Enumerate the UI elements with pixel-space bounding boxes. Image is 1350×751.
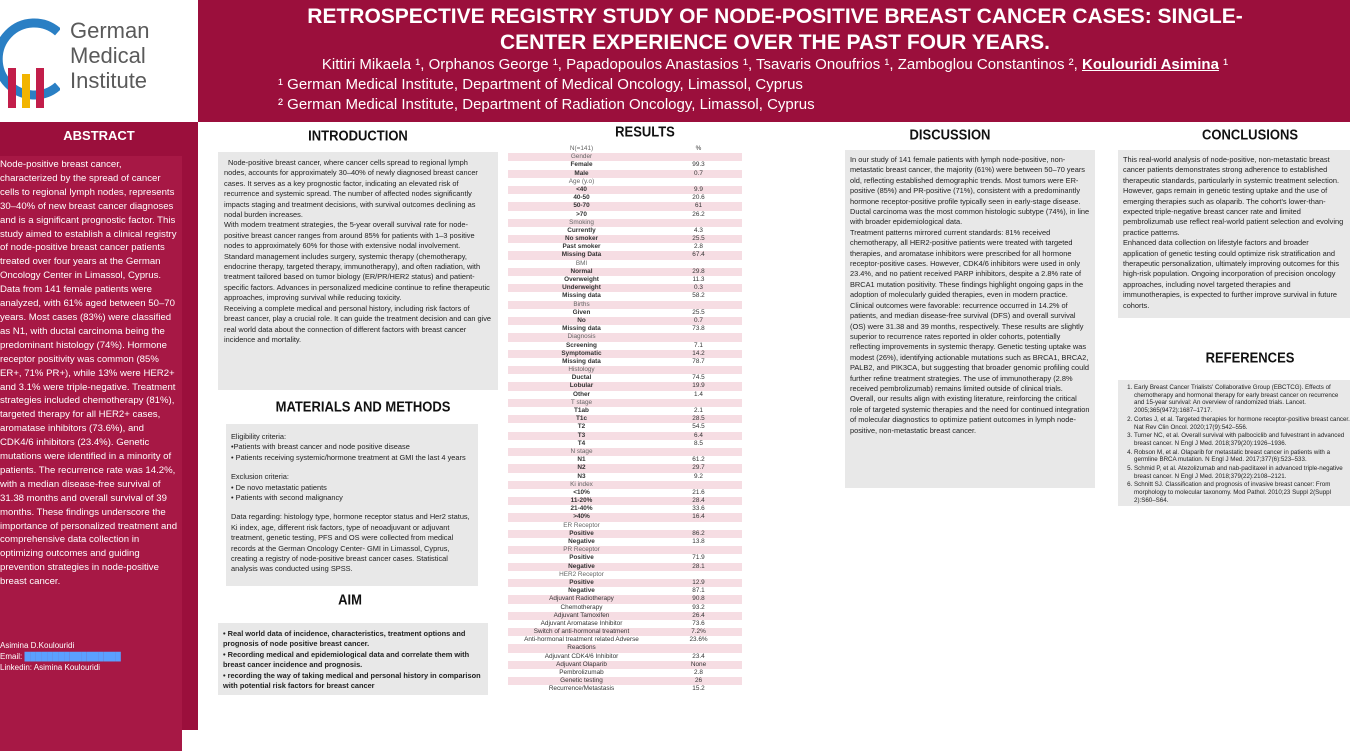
row-label: 11-20%	[570, 497, 593, 505]
conclusions-paragraph: Enhanced data collection on lifestyle factors and broader application of genetic testing could optimize risk stratification and therapeutic personalization, ultimately improving outcomes for this high-risk population. Ongoing incorporation of precision oncology approaches, including novel targeted therapies and immunotherapies, is expected to further improve survival in future cohorts.	[1123, 238, 1340, 310]
row-value: 33.6	[692, 505, 705, 513]
row-value: 8.5	[694, 439, 703, 447]
discussion-title: DISCUSSION	[909, 126, 991, 143]
table-row	[508, 546, 742, 554]
table-row	[508, 211, 742, 219]
row-label: Adjuvant Aromatase Inhibitor	[540, 619, 623, 627]
row-label: Genetic testing	[560, 677, 603, 685]
row-value: 86.2	[692, 529, 705, 537]
table-row	[508, 374, 742, 382]
row-label: No smoker	[564, 235, 599, 243]
row-label: Age (y.o)	[568, 177, 595, 185]
row-value: 61.2	[692, 456, 705, 464]
inclusion-item: • Patients receiving systemic/hormone treatment at GMI the last 4 years	[231, 452, 466, 462]
row-label: 21-40%	[570, 505, 593, 513]
table-row	[508, 677, 742, 685]
row-value: 2.8	[694, 669, 703, 676]
table-row	[508, 178, 742, 186]
table-row	[508, 636, 742, 644]
table-row	[508, 309, 742, 317]
table-row	[508, 284, 742, 292]
row-value: 6.4	[694, 431, 703, 439]
row-label: T1ab	[574, 407, 589, 414]
authors	[210, 56, 1340, 74]
introduction-paragraph: With modern treatment strategies, the 5-year overall survival rate for node-positive breast cancer ranges from around 85% for patients with 1–3 positive nodes to approximately 60% for those with extensive nodal involvement. Standard management includes surgery, systemic therapy (chemotherapy, endocrine therapy, targeted therapy, immunotherapy), and often radiation, with treatment tailored based on tumor biology (ER/PR/HER2 status) and patient-specific factors. Advances in personalized medicine continue to refine therapeutic approaches, improving survival while reducing toxicity.	[224, 220, 490, 303]
row-value: 26	[694, 677, 703, 685]
introduction-paragraph: Node-positive breast cancer, where cancer cells spread to regional lymph nodes, accounts for approximately 30–40% of newly diagnosed breast cancer cases. It serves as a key prognostic factor, indicating an elevated risk of recurrence and systemic spread. The number of affected nodes significantly impacts staging and treatment decisions, with survival outcomes declining as nodal burden increases.	[224, 158, 478, 220]
table-row	[508, 342, 742, 350]
row-value: 0.3	[694, 284, 703, 292]
introduction-panel	[218, 152, 498, 390]
row-label: N(=141)	[569, 145, 594, 152]
row-label: Overweight	[564, 276, 599, 283]
table-row	[508, 260, 742, 268]
row-value: 9.2	[694, 472, 703, 480]
logo	[0, 0, 198, 122]
row-value: 58.2	[692, 292, 705, 300]
row-label: Lobular	[569, 382, 594, 390]
table-row	[508, 473, 742, 481]
row-label: Smoking	[569, 218, 594, 226]
row-label: Negative	[568, 562, 595, 570]
row-label: HER2 Receptor	[559, 570, 604, 578]
table-row	[508, 587, 742, 595]
exclusion-title: Exclusion criteria:	[231, 472, 289, 482]
row-label: Female	[570, 161, 593, 169]
row-value: 28.4	[692, 497, 705, 505]
row-label: Male	[574, 169, 589, 177]
row-value: 99.3	[692, 161, 705, 169]
poster-title	[210, 4, 1340, 56]
row-label: >70	[576, 210, 587, 218]
row-label: Adjuvant Radiotherapy	[549, 595, 614, 603]
logo-line: German	[70, 18, 150, 43]
row-label: Missing Data	[561, 251, 602, 259]
row-label: Other	[572, 390, 591, 398]
introduction-paragraph: Receiving a complete medical and personal history, including risk factors of breast cancer, play a crucial role. It can guide the treatment decision and can give real world data about the connection of different factors with breast cancer incidence and mortality.	[224, 303, 492, 344]
table-row	[508, 202, 742, 210]
inclusion-item: •Patients with breast cancer and node positive disease	[231, 442, 410, 452]
row-label: Adjuvant Olaparib	[556, 660, 607, 668]
row-label: Switch of anti-hormonal treatment	[533, 628, 630, 636]
discussion-paragraph: Overall, our results align with existing literature, reinforcing the critical role of targeted systemic therapies and the need for continued integration of molecular diagnostics to optimize patient outcomes in lymph node-positive, non-metastatic breast cancer.	[850, 394, 1090, 435]
logo-line: Medical	[70, 43, 146, 68]
table-row	[508, 440, 742, 448]
row-value: 4.3	[694, 226, 703, 234]
row-value: 11.3	[692, 276, 705, 283]
aim-panel	[218, 623, 488, 695]
row-label: T2	[577, 423, 586, 431]
row-value: 90.8	[692, 595, 705, 603]
row-label: 50-70	[573, 202, 590, 210]
inclusion-title: Eligibility criteria:	[231, 432, 287, 441]
table-row	[508, 153, 742, 161]
table-row	[508, 604, 742, 612]
row-label: Normal	[570, 267, 593, 275]
table-row	[508, 407, 742, 415]
table-row	[508, 481, 742, 489]
discussion-panel	[845, 150, 1095, 488]
table-row	[508, 366, 742, 374]
exclusion-item: • Patients with second malignancy	[231, 493, 343, 503]
results-table	[508, 145, 742, 694]
table-row	[508, 522, 742, 530]
row-value: 26.2	[692, 210, 705, 218]
row-label: 40-50	[573, 194, 590, 202]
methods-title: MATERIALS AND METHODS	[275, 398, 451, 415]
table-row	[508, 268, 742, 276]
reference-item: 3. Turner NC, et al. Overall survival with palbociclib and fulvestrant in advanced breast cancer. N Engl J Med. 2018;379(20):1926–1936.	[1134, 432, 1350, 447]
row-label: Screening	[566, 341, 597, 349]
row-value: 13.8	[692, 538, 705, 545]
references-title: REFERENCES	[1205, 349, 1295, 366]
row-value: 28.5	[692, 415, 705, 423]
row-value: 26.4	[692, 611, 705, 619]
references-panel	[1118, 380, 1350, 506]
row-label: Histology	[568, 366, 595, 374]
table-row	[508, 382, 742, 390]
row-value: 0.7	[694, 169, 703, 177]
logo-line: Institute	[70, 68, 148, 93]
row-value: 29.7	[692, 464, 705, 472]
row-value: 73.8	[692, 325, 705, 333]
row-value: 15.2	[692, 685, 705, 693]
discussion-paragraph: In our study of 141 female patients with lymph node-positive, non-metastatic breast cancer, the majority (61%) were between 50–70 years old, reflecting established demographic trends. Most tumors were ER-positive (85%) and PR-positive (71%), consistent with a predominantly hormone receptor-positive profile typically seen in early-stage disease. Ductal carcinoma was the most common histologic subtype (74%), in line with broader epidemiological data.	[850, 155, 1090, 227]
row-value: 7.2%	[691, 628, 706, 636]
table-row	[508, 276, 742, 284]
table-row	[508, 391, 742, 399]
row-label: Recurrence/Metastasis	[548, 685, 615, 693]
table-row	[508, 554, 742, 562]
row-label: No	[577, 316, 586, 324]
row-label: Adjuvant Tamoxifen	[553, 611, 610, 619]
table-row	[508, 235, 742, 243]
table-row	[508, 489, 742, 497]
table-row	[508, 227, 742, 235]
row-value: None	[690, 660, 707, 668]
table-row	[508, 644, 742, 652]
row-value: 25.5	[692, 235, 705, 243]
row-value: 2.8	[694, 243, 703, 251]
row-label: Missing data	[562, 292, 601, 300]
table-row	[508, 243, 742, 251]
table-row	[508, 292, 742, 300]
table-row	[508, 350, 742, 358]
author-list: Kittiri Mikaela ¹, Orphanos George ¹, Papadopoulos Anastasios ¹, Tsavaris Onoufrios ¹, Zamboglou Constantinos ²,	[321, 56, 1082, 73]
row-label: Currently	[567, 226, 596, 234]
reference-item: 1. Early Breast Cancer Trialists' Collaborative Group (EBCTCG). Effects of chemotherapy and hormonal therapy for early breast cancer on recurrence and 15-year survival: An overview of randomized trials. Lancet. 2005;365(9472):1687–1717.	[1134, 384, 1350, 415]
table-row	[508, 145, 742, 153]
row-label: Anti-hormonal treatment related Adverse	[524, 636, 639, 644]
row-value: 73.6	[692, 619, 705, 627]
methods-panel	[226, 424, 478, 586]
table-row	[508, 186, 742, 194]
row-label: Reactions	[567, 644, 596, 652]
title-line: RETROSPECTIVE REGISTRY STUDY OF NODE-POSITIVE BREAST CANCER CASES: SINGLE-	[307, 5, 1243, 28]
table-row	[508, 170, 742, 178]
reference-item: 5. Schmid P, et al. Atezolizumab and nab-paclitaxel in advanced triple-negative breast cancer. N Engl J Med. 2018;379(22):2108–2121.	[1134, 465, 1350, 480]
row-label: PR Receptor	[563, 546, 600, 554]
row-label: Gender	[570, 153, 593, 161]
row-value: 78.7	[692, 357, 705, 365]
exclusion-item: • De novo metastatic patients	[231, 482, 327, 492]
table-row	[508, 538, 742, 546]
table-row	[508, 194, 742, 202]
row-label: Chemotherapy	[560, 603, 603, 611]
row-label: <40	[576, 185, 587, 193]
row-value: 25.5	[692, 308, 705, 316]
table-row	[508, 333, 742, 341]
table-row	[508, 513, 742, 521]
table-row	[508, 415, 742, 423]
contact-email	[0, 651, 121, 662]
table-row	[508, 251, 742, 259]
row-label: N1	[577, 456, 586, 464]
table-row	[508, 358, 742, 366]
row-label: Missing data	[562, 325, 601, 333]
abstract-sidebar	[0, 122, 198, 730]
row-label: Underweight	[562, 284, 601, 292]
introduction-title: INTRODUCTION	[308, 127, 408, 144]
row-value: 23.6%	[689, 636, 708, 644]
table-row	[508, 497, 742, 505]
abstract-title: ABSTRACT	[63, 128, 135, 143]
table-row	[508, 432, 742, 440]
row-value: 19.9	[692, 382, 705, 390]
table-row	[508, 219, 742, 227]
row-label: Given	[572, 308, 591, 316]
row-label: ER Receptor	[563, 521, 600, 529]
table-row	[508, 423, 742, 431]
aim-item: • recording the way of taking medical and personal history in comparison with potential risk factors for breast cancer	[223, 670, 481, 691]
table-row	[508, 653, 742, 661]
abstract-text: Node-positive breast cancer, characterized by the spread of cancer cells to regional lymph nodes, represents 30–40% of new breast cancer diagnoses and is a significant prognostic factor. This study aimed to establish a clinical registry of node-positive breast cancer patients treated over four years at the German Oncology Center in Limassol, Cyprus. Data from 141 female patients were analyzed, with 61% aged between 50–70 years. Most cases (83%) were classified as N1, with ductal carcinoma being the predominant histology (74%). Hormone receptor positivity was common (85% ER+, 71% PR+), while 13% were HER2+ and 3.1% were triple-negative. Treatment strategies included chemotherapy (81%), targeted therapy for all HER2+ cases, aromatase inhibitors (73.6%), and CDK4/6 inhibitors (23.4%). Genetic mutations were identified in a minority of patients. The recurrence rate was 14.2%, with a median disease-free survival of 31.38 months and overall survival of 39 months. These findings underscore the importance of personalized treatment and comprehensive data collection in optimizing outcomes and guiding prevention strategies in node-positive breast cancer.	[0, 159, 178, 588]
presenting-author: Koulouridi Asimina	[1081, 56, 1219, 73]
row-value: 71.9	[692, 554, 705, 562]
logo-text	[70, 18, 149, 93]
row-label: Positive	[569, 554, 594, 562]
row-value: 14.2	[692, 349, 705, 357]
row-value: 1.4	[694, 390, 703, 398]
table-row	[508, 571, 742, 579]
row-label: Ductal	[571, 374, 592, 382]
reference-item: 6. Schnitt SJ. Classification and prognosis of invasive breast cancer: From morphology to molecular taxonomy. Mod Pathol. 2010;23 Suppl 2(Suppl 2):S60–S64.	[1134, 481, 1350, 504]
table-row	[508, 161, 742, 169]
table-row	[508, 563, 742, 571]
row-value: 7.1	[694, 341, 703, 349]
table-row	[508, 325, 742, 333]
row-value: 16.4	[692, 513, 705, 521]
row-label: N stage	[570, 447, 593, 455]
aim-item: • Real world data of incidence, characteristics, treatment options and prognosis of node positive breast cancer.	[223, 629, 466, 649]
row-label: Symptomatic	[561, 349, 602, 357]
reference-item: 4. Robson M, et al. Olaparib for metastatic breast cancer in patients with a germline BRCA mutation. N Engl J Med. 2017;377(6):523–533.	[1134, 449, 1350, 464]
row-label: T3	[577, 431, 586, 439]
affiliation-2: ² German Medical Institute, Department of Radiation Oncology, Limassol, Cyprus	[278, 96, 815, 113]
table-row	[508, 317, 742, 325]
row-label: T1c	[575, 415, 587, 423]
row-label: Adjuvant CDK4/6 Inhibitor	[544, 652, 619, 660]
affiliation-1: ¹ German Medical Institute, Department of Medical Oncology, Limassol, Cyprus	[278, 76, 803, 93]
references-list	[1118, 384, 1350, 505]
row-label: BMI	[575, 259, 588, 267]
row-label: Positive	[569, 529, 594, 537]
contact-name: Asimina D.Koulouridi	[0, 641, 75, 650]
table-row	[508, 612, 742, 620]
table-row	[508, 301, 742, 309]
row-label: T4	[577, 439, 586, 447]
row-value: 74.5	[692, 374, 705, 382]
table-row	[508, 628, 742, 636]
row-value: 9.9	[694, 185, 703, 193]
contact-info	[0, 640, 121, 673]
table-row	[508, 399, 742, 407]
table-row	[508, 579, 742, 587]
row-label: Ki index	[570, 480, 593, 488]
row-value: 29.8	[692, 267, 705, 275]
row-label: Diagnosis	[567, 333, 596, 341]
author-superscript: ¹	[1218, 56, 1229, 73]
row-label: Past smoker	[562, 243, 601, 251]
row-label: Positive	[569, 578, 594, 586]
conclusions-paragraph: This real-world analysis of node-positive, non-metastatic breast cancer patients demonstrates strong adherence to established therapeutic standards, particularly in systemic treatment selection. However, gaps remain in genetic testing uptake and the use of emerging therapies such as olaparib. The cohort's lower-than-expected triple-negative breast cancer rate and limited pembrolizumab use reflect real-world patient selection and evolving practice patterns.	[1123, 155, 1344, 237]
poster-header	[0, 0, 1350, 122]
conclusions-panel	[1118, 150, 1350, 318]
row-label: >40%	[573, 513, 590, 521]
table-row	[508, 669, 742, 677]
row-label: N2	[577, 464, 586, 472]
row-value: 87.1	[692, 587, 705, 595]
row-value: 54.5	[692, 423, 705, 431]
row-label: N3	[577, 472, 586, 480]
row-value: 0.7	[694, 316, 703, 324]
table-row	[508, 661, 742, 669]
table-row	[508, 530, 742, 538]
table-row	[508, 456, 742, 464]
logo-mark-icon	[0, 10, 60, 108]
row-value: %	[695, 145, 702, 152]
table-row	[508, 620, 742, 628]
methods-data-text: Data regarding: histology type, hormone receptor status and Her2 status, Ki index, age, different risk factors, type of neoadjuvant or adjuvant treatment, genetic testing, PFS and OS were collected from medical records at the German Oncology Center- GMI in Limassol, Cyprus, creating a registry of node-positive breast cancer cases. Statistical analysis was conducted using SPSS.	[231, 512, 470, 574]
table-row	[508, 595, 742, 603]
discussion-paragraph: Treatment patterns mirrored current standards: 81% received chemotherapy, all HER2-positive patients were treated with targeted therapies, and aromatase inhibitors were prescribed for all hormone receptor-positive cases. However, CDK4/6 inhibitors were used in only 23.4%, and no patient received PARP inhibitors, despite a 2.8% rate of BRCA1 mutation positivity. These findings highlight ongoing gaps in the adoption of molecularly guided therapies, even in modern practice.	[850, 227, 1084, 300]
row-value: 93.2	[692, 603, 705, 611]
table-row	[508, 464, 742, 472]
contact-email-link[interactable]: █████████████████	[24, 652, 121, 661]
contact-linkedin: Linkedin: Asimina Koulouridi	[0, 663, 101, 672]
row-label: Births	[573, 300, 590, 308]
table-row	[508, 685, 742, 693]
reference-item: 2. Cortes J, et al. Targeted therapies for hormone receptor-positive breast cancer. Nat Rev Clin Oncol. 2020;17(9):542–556.	[1134, 416, 1350, 431]
row-value: 2.1	[694, 407, 703, 414]
table-row	[508, 448, 742, 456]
row-label: Pembrolizumab	[559, 669, 604, 676]
table-row	[508, 505, 742, 513]
contact-email-label: Email:	[0, 652, 23, 661]
conclusions-title: CONCLUSIONS	[1201, 126, 1299, 143]
row-value: 21.6	[692, 488, 705, 496]
row-value: 12.9	[692, 578, 705, 586]
row-value: 28.1	[692, 562, 705, 570]
row-label: Missing data	[562, 357, 601, 365]
row-value: 23.4	[692, 652, 705, 660]
aim-title: AIM	[338, 591, 362, 608]
row-label: Negative	[568, 587, 595, 595]
row-value: 67.4	[692, 251, 705, 259]
row-label: T stage	[570, 398, 593, 406]
discussion-paragraph: Clinical outcomes were favorable: recurrence occurred in 14.2% of patients, and median disease-free survival (DFS) and overall survival (OS) were 31.38 and 39 months, respectively. These results are slightly superior to recurrence rates reported in older cohorts, potentially reflecting improvements in systemic therapy. Genetic testing uptake was modest (26%), identifying actionable mutations such as BRCA1, BRCA2, PALB2, and PIK3CA, but suggesting that broader genomic profiling could further refine treatment strategies. The use of immunotherapy (2.8% received pembrolizumab) remains limited outside of clinical trials.	[850, 300, 1089, 393]
row-value: 20.6	[692, 194, 705, 202]
row-label: Negative	[568, 538, 595, 545]
results-title: RESULTS	[615, 123, 675, 140]
row-value: 61	[694, 202, 703, 210]
title-line: CENTER EXPERIENCE OVER THE PAST FOUR YEARS.	[500, 31, 1050, 54]
row-label: <10%	[573, 488, 590, 496]
aim-item: • Recording medical and epidemiological data and correlate them with breast cancer incidence and prognosis.	[223, 649, 470, 670]
